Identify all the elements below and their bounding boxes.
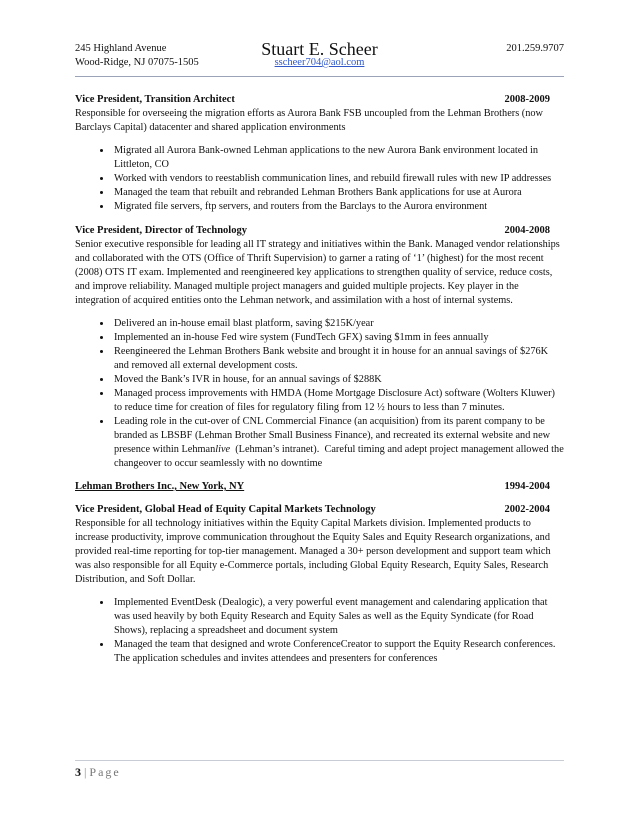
resume-body — [75, 93, 567, 666]
role-description: Responsible for overseeing the migration efforts as Aurora Bank FSB uncoupled from the Lehman Brothers (now Barclays Capital) datacenter and shared application environments — [75, 108, 543, 133]
list-item: • Migrated file servers, ftp servers, and routers from the Barclays to the Aurora environment — [112, 200, 564, 214]
footer-separator: | — [84, 765, 87, 779]
list-item: • Managed the team that designed and wrote ConferenceCreator to support the Equity Research conferences. The application schedules and invites attendees and presenters for conferences — [112, 638, 564, 666]
list-item: • Migrated all Aurora Bank-owned Lehman applications to the new Aurora Bank environment located in Littleton, CO — [112, 144, 564, 172]
role-heading-equity-capital-markets — [75, 503, 564, 517]
page-number: 3 — [75, 765, 81, 779]
list-item — [112, 415, 567, 471]
page-footer — [75, 765, 121, 779]
list-item: • Managed process improvements with HMDA (Home Mortgage Disclosure Act) software (Wolters Kluwer) to reduce time for creation of files for regulatory filing from 12 ½ hours to less than 7 minutes. — [112, 387, 564, 415]
address-line-1: 245 Highland Avenue — [75, 43, 167, 54]
page-label: Page — [89, 765, 121, 779]
email-link[interactable]: sscheer704@aol.com — [274, 57, 365, 68]
achievement-list — [75, 596, 564, 666]
list-item: • Managed the team that rebuilt and rebranded Lehman Brothers Bank applications for use at Aurora — [112, 186, 564, 200]
list-item-italic-text: live — [215, 444, 231, 455]
company-heading — [75, 480, 564, 494]
list-item: • Reengineered the Lehman Brothers Bank website and brought it in house for an annual savings of $276K and removed all external development costs. — [112, 345, 564, 373]
company-name: Lehman Brothers Inc., New York, NY — [75, 481, 245, 492]
list-item: • Delivered an in-house email blast platform, saving $215K/year — [112, 317, 564, 331]
role-dates: 2002-2004 — [504, 504, 550, 515]
phone-number: 201.259.9707 — [506, 43, 564, 54]
role-dates: 2008-2009 — [504, 94, 550, 105]
candidate-name: Stuart E. Scheer — [261, 39, 378, 59]
list-item-text-a: Leading role in the cut-over of CNL Commercial Finance (an acquisition) from its parent company to be branded as LBSBF (Lehman Brother Small Business Finance), and recreated its external website and new presence within Lehman — [114, 416, 551, 455]
company-dates: 1994-2004 — [504, 481, 550, 492]
role-description: Senior executive responsible for leading all IT strategy and initiatives within the Bank. Managed vendor relationships and collaborated with the OTS (Office of Thrift Supervision) to garner a rating of ‘1’ (highest) for the most recent (2008) OTS IT exam. Implemented and reengineered key applications to strengthen quality of service, reduce costs, and improve reliability. Managed multiple project managers and guided multiple projects. Key player in the integration of acquired entities onto the Lehman network, and assimilation with a host of internal systems. — [75, 239, 560, 306]
role-title: Vice President, Director of Technology — [75, 225, 247, 236]
resume-header — [75, 40, 564, 80]
role-title: Vice President, Transition Architect — [75, 94, 235, 105]
role-heading-director-technology — [75, 224, 564, 238]
list-item: • Implemented an in-house Fed wire system (FundTech GFX) saving $1mm in fees annually — [112, 331, 564, 345]
address-line-2: Wood-Ridge, NJ 07075-1505 — [75, 57, 199, 68]
role-description: Responsible for all technology initiatives within the Equity Capital Markets division. Implemented products to increase productivity, improve communication throughout the Equity Sales and Equity Research organizations, and provided real-time reporting for top-tier management. Managed a 30+ person development and support team which was also responsible for all Equity e-Commerce portals, including Global Equity Research, Equity Sales, Research Distribution, and Soft Dollar. — [75, 518, 551, 585]
list-item: • Moved the Bank’s IVR in house, for an annual savings of $288K — [112, 373, 564, 387]
role-dates: 2004-2008 — [504, 225, 550, 236]
achievement-list — [75, 144, 564, 214]
list-item-text-b: (Lehman’s intranet). Careful timing and adept project management allowed the changeover to occur seamlessly with no downtime — [114, 444, 567, 469]
role-heading-transition-architect — [75, 93, 564, 107]
header-divider — [75, 76, 564, 77]
role-title: Vice President, Global Head of Equity Capital Markets Technology — [75, 504, 376, 515]
footer-divider — [75, 760, 564, 761]
list-item: • Worked with vendors to reestablish communication lines, and rebuild firewall rules with new IP addresses — [112, 172, 564, 186]
achievement-list — [75, 317, 567, 471]
list-item: • Implemented EventDesk (Dealogic), a very powerful event management and calendaring application that was used heavily by both Equity Research and Equity Sales as well as the Equity Syndicate (for Road Shows), replacing a spreadsheet and document system — [112, 596, 564, 638]
